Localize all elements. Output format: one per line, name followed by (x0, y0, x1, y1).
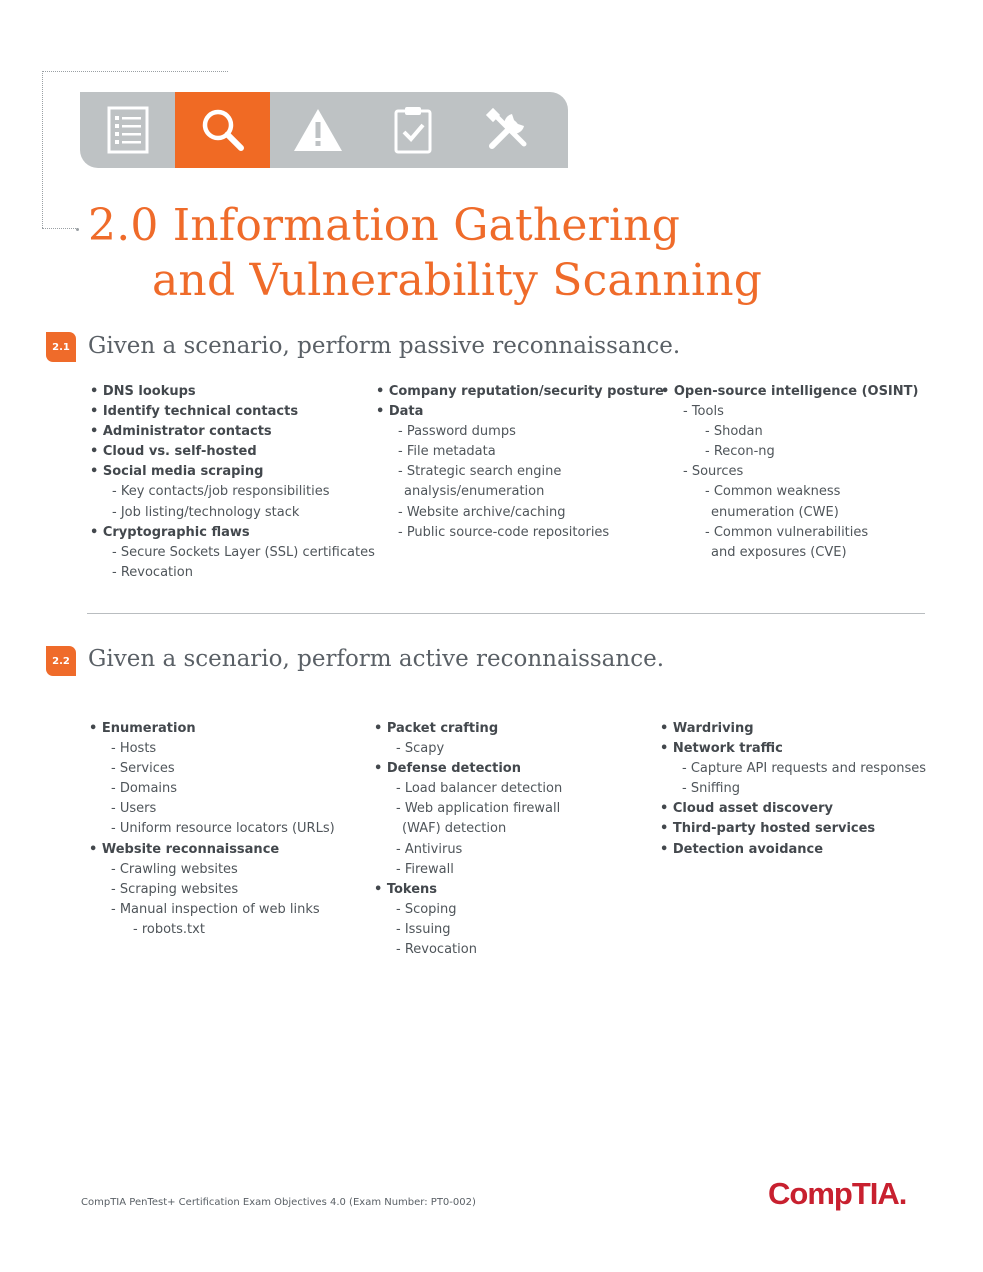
search-icon (175, 92, 270, 168)
objective-2-1-column-3 (661, 382, 951, 563)
subtopic-item: - Capture API requests and responses (682, 761, 927, 777)
subtopic-item: - File metadata (398, 444, 496, 460)
subtopic-item: - Web application firewall (396, 801, 561, 817)
guide-line-bottom (42, 228, 78, 229)
subtopic-item: - Services (111, 761, 175, 777)
objective-title: Given a scenario, perform passive reconnaissance. (88, 333, 681, 359)
topic-item: • Cloud vs. self-hosted (90, 444, 257, 460)
subtopic-item: - Antivirus (396, 841, 463, 857)
domain-title (88, 198, 762, 308)
topic-item: • Network traffic (660, 741, 783, 757)
objective-2-1-column-1 (90, 382, 380, 583)
subtopic-item: - Scraping websites (111, 881, 239, 897)
topic-item: • Data (376, 404, 424, 420)
comptia-logo: CompTIA. (768, 1176, 907, 1211)
subtopic-item: - Password dumps (398, 424, 516, 440)
section-divider (87, 613, 925, 614)
topic-item: • Defense detection (374, 761, 521, 777)
tools-icon (460, 92, 555, 168)
topic-item: • Website reconnaissance (89, 841, 280, 857)
objective-number-badge: 2.2 (46, 646, 76, 676)
domain-title-line1: 2.0 Information Gathering (88, 200, 681, 251)
subtopic-item: - Firewall (396, 861, 454, 877)
topic-item: • Company reputation/security posture (376, 384, 664, 399)
warning-icon (270, 92, 365, 168)
subtopic-item: - Public source-code repositories (398, 524, 610, 540)
topic-item: • DNS lookups (90, 384, 196, 399)
subtopic-item: - Load balancer detection (396, 781, 563, 797)
subtopic-item: - Sniffing (682, 781, 740, 797)
subtopic-item: - Strategic search engine (398, 464, 562, 480)
topic-item: • Administrator contacts (90, 424, 272, 440)
subtopic-item: - Website archive/caching (398, 504, 566, 520)
list-icon (80, 92, 175, 168)
topic-item: • Identify technical contacts (90, 404, 299, 420)
subtopic-item: - Secure Sockets Layer (SSL) certificates (112, 544, 375, 560)
objective-title: Given a scenario, perform active reconnaissance. (88, 646, 664, 672)
subtopic-item: - Hosts (111, 741, 157, 757)
domain-icon-bar (80, 92, 568, 168)
topic-item: • Packet crafting (374, 721, 499, 736)
guide-line-left (42, 71, 43, 228)
subtopic-item: - Uniform resource locators (URLs) (111, 821, 335, 837)
subtopic-item: - Crawling websites (111, 861, 238, 877)
topic-item: • Detection avoidance (660, 841, 824, 857)
domain-title-line2: and Vulnerability Scanning (152, 255, 763, 306)
topic-item: • Third-party hosted services (660, 821, 876, 837)
subtopic-item: enumeration (CWE) (711, 504, 839, 520)
objective-2-1-column-2 (376, 382, 666, 543)
objective-2-2-column-3 (660, 719, 950, 860)
topic-item: • Cloud asset discovery (660, 801, 833, 817)
clipboard-check-icon (365, 92, 460, 168)
subtopic-item: - Shodan (705, 424, 763, 440)
footer-text: CompTIA PenTest+ Certification Exam Objectives 4.0 (Exam Number: PT0-002) (81, 1197, 476, 1208)
subtopic-item: (WAF) detection (402, 821, 507, 837)
subtopic-item: - Common vulnerabilities (705, 524, 869, 540)
subtopic-item: - Scoping (396, 901, 457, 917)
subtopic-item: - Users (111, 801, 157, 817)
subtopic-item: - Scapy (396, 741, 445, 757)
objective-2-2-column-1 (89, 719, 379, 940)
subtopic-item: - Job listing/technology stack (112, 504, 300, 520)
topic-item: • Enumeration (89, 721, 196, 736)
subtopic-item: analysis/enumeration (404, 484, 545, 500)
guide-dot (76, 228, 79, 231)
subtopic-item: - Revocation (396, 942, 477, 958)
subtopic-item: - Revocation (112, 564, 193, 580)
subtopic-item: and exposures (CVE) (711, 544, 847, 560)
subtopic-item: - Key contacts/job responsibilities (112, 484, 330, 500)
topic-item: • Tokens (374, 881, 438, 897)
topic-item: • Open-source intelligence (OSINT) (661, 384, 919, 399)
subtopic-item: - Sources (683, 464, 744, 480)
subtopic-item: - Domains (111, 781, 178, 797)
subtopic-item: - Common weakness (705, 484, 841, 500)
topic-item: • Social media scraping (90, 464, 264, 480)
subtopic-item: - Issuing (396, 921, 451, 937)
topic-item: • Cryptographic flaws (90, 524, 250, 540)
guide-line-top (42, 71, 228, 72)
objective-number-badge: 2.1 (46, 332, 76, 362)
subtopic-item: - robots.txt (133, 921, 205, 937)
subtopic-item: - Recon-ng (705, 444, 775, 460)
objective-2-2-column-2 (374, 719, 664, 960)
topic-item: • Wardriving (660, 721, 754, 736)
subtopic-item: - Tools (683, 404, 724, 420)
subtopic-item: - Manual inspection of web links (111, 901, 320, 917)
